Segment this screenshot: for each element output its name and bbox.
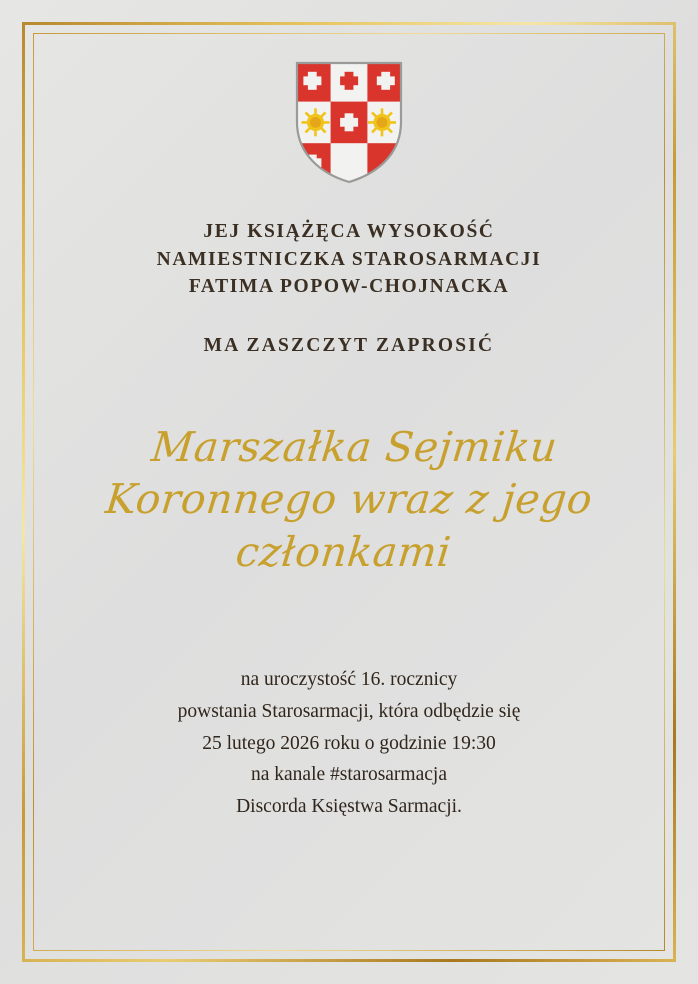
coat-of-arms-icon [294,60,404,185]
event-details-line-5: Discorda Księstwa Sarmacji. [236,795,462,817]
event-details-line-4: na kanale #starosarmacja [251,764,447,786]
host-title-line-2: NAMIESTNICZKA STAROSARMACJI [156,248,542,270]
event-details-line-1: na uroczystość 16. rocznicy [240,669,458,691]
guest-line-2: Koronnego wraz z jego [103,475,595,524]
event-details [48,664,650,822]
host-title-line-3: FATIMA POPOW-CHOJNACKA [188,276,510,298]
invite-verb: MA ZASZCZYT ZAPROSIĆ [203,335,495,357]
guest-name [40,421,659,578]
guest-line-1: Marszałka Sejmiku [149,423,560,472]
invitation-content [48,46,650,938]
crest-container [48,60,650,185]
event-details-line-3: 25 lutego 2026 roku o godzinie 19:30 [202,732,496,754]
host-title-line-1: JEJ KSIĄŻĘCA WYSOKOŚĆ [203,221,495,242]
event-details-line-2: powstania Starosarmacji, która odbędzie się [177,701,521,723]
guest-line-3: członkami [233,528,454,576]
host-titles [48,218,650,301]
